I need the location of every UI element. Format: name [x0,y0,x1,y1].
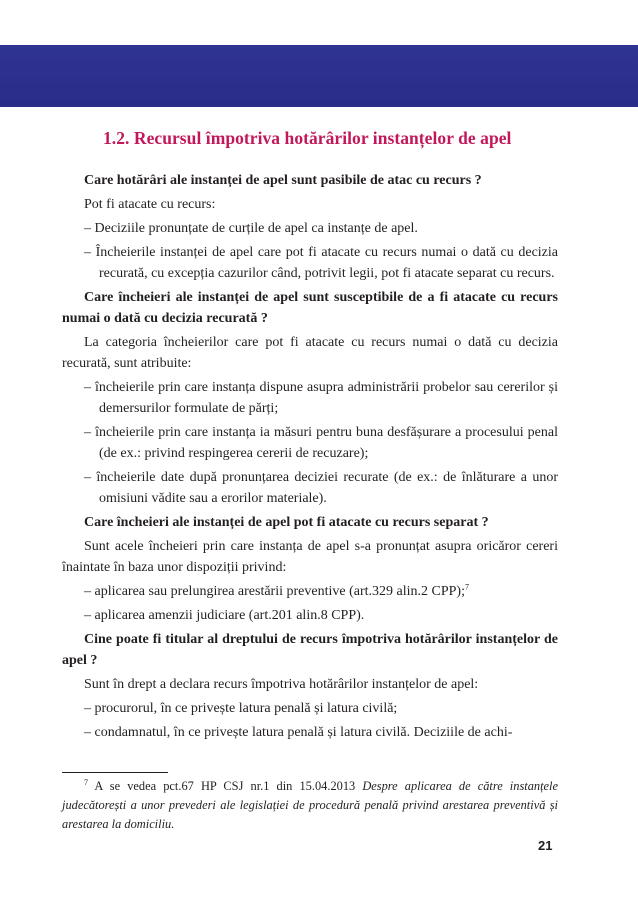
text: La categoria încheierilor care pot fi atacate cu recurs numai o dată cu decizia recurată, sunt atribuite: [62,335,558,371]
list-item [62,581,558,602]
footnote-italic: Despre aplicarea de către instanțele judecătorești a unor prevederi ale legislației de procedură penală privind arestarea preventivă și arestarea la domiciliu. [62,779,558,831]
list-item [62,377,558,419]
text: Care încheieri ale instanței de apel pot fi atacate cu recurs separat ? [84,515,489,530]
page-number: 21 [538,838,553,853]
paragraph [62,674,558,695]
question-heading [62,287,558,329]
question-heading [62,629,558,671]
text: Sunt în drept a declara recurs împotriva hotărârilor instanțelor de apel: [84,677,479,692]
text: Care încheieri ale instanței de apel sunt susceptibile de a fi atacate cu recurs numai o dată cu decizia recurată ? [62,290,558,326]
question-heading [62,512,558,533]
text: – condamnatul, în ce privește latura penală și latura civilă. Deciziile de achi- [84,725,513,740]
footnote [62,777,558,834]
list-item [62,722,558,743]
footnote-ref: 7 [464,582,469,592]
body-text [62,167,558,743]
text: – aplicarea amenzii judiciare (art.201 alin.8 CPP). [84,608,365,623]
footnote-lead: A se vedea pct.67 HP CSJ nr.1 din 15.04.2013 [88,779,363,793]
paragraph [62,194,558,215]
text: Sunt acele încheieri prin care instanța de apel s-a pronunțat asupra oricăror cereri înaintate în baza unor dispoziții privind: [62,539,558,575]
text: – aplicarea sau prelungirea arestării preventive (art.329 alin.2 CPP); [84,584,465,599]
footnote-marker: 7 [84,777,88,787]
list-item [62,605,558,626]
list-item [62,467,558,509]
text: – Deciziile pronunțate de curțile de apel ca instanțe de apel. [84,221,418,236]
question-heading [62,170,558,191]
text: – procurorul, în ce privește latura penală și latura civilă; [84,701,398,716]
text: – încheierile date după pronunțarea deciziei recurate (de ex.: de înlăturare a unor omisiuni vădite sau a erorilor materiale). [84,470,558,506]
text: Care hotărâri ale instanței de apel sunt pasibile de atac cu recurs ? [84,173,482,188]
text: Cine poate fi titular al dreptului de recurs împotriva hotărârilor instanțelor de apel ? [62,632,558,668]
text: – Încheierile instanței de apel care pot fi atacate cu recurs numai o dată cu decizia recurată, cu excepția cazurilor când, potrivit legii, pot fi atacate separat cu recurs. [84,245,558,281]
footnote-separator [62,772,168,773]
section-title: 1.2. Recursul împotriva hotărârilor instanțelor de apel [103,128,512,148]
list-item [62,422,558,464]
list-item [62,218,558,239]
text: – încheierile prin care instanța dispune asupra administrării probelor sau cererilor și demersurilor formulate de părți; [84,380,558,416]
list-item [62,242,558,284]
paragraph [62,536,558,578]
list-item [62,698,558,719]
header-band [0,45,638,107]
text: Pot fi atacate cu recurs: [84,197,216,212]
paragraph [62,332,558,374]
text: – încheierile prin care instanța ia măsuri pentru buna desfășurare a procesului penal (de ex.: privind respingerea cererii de recuzare); [84,425,558,461]
